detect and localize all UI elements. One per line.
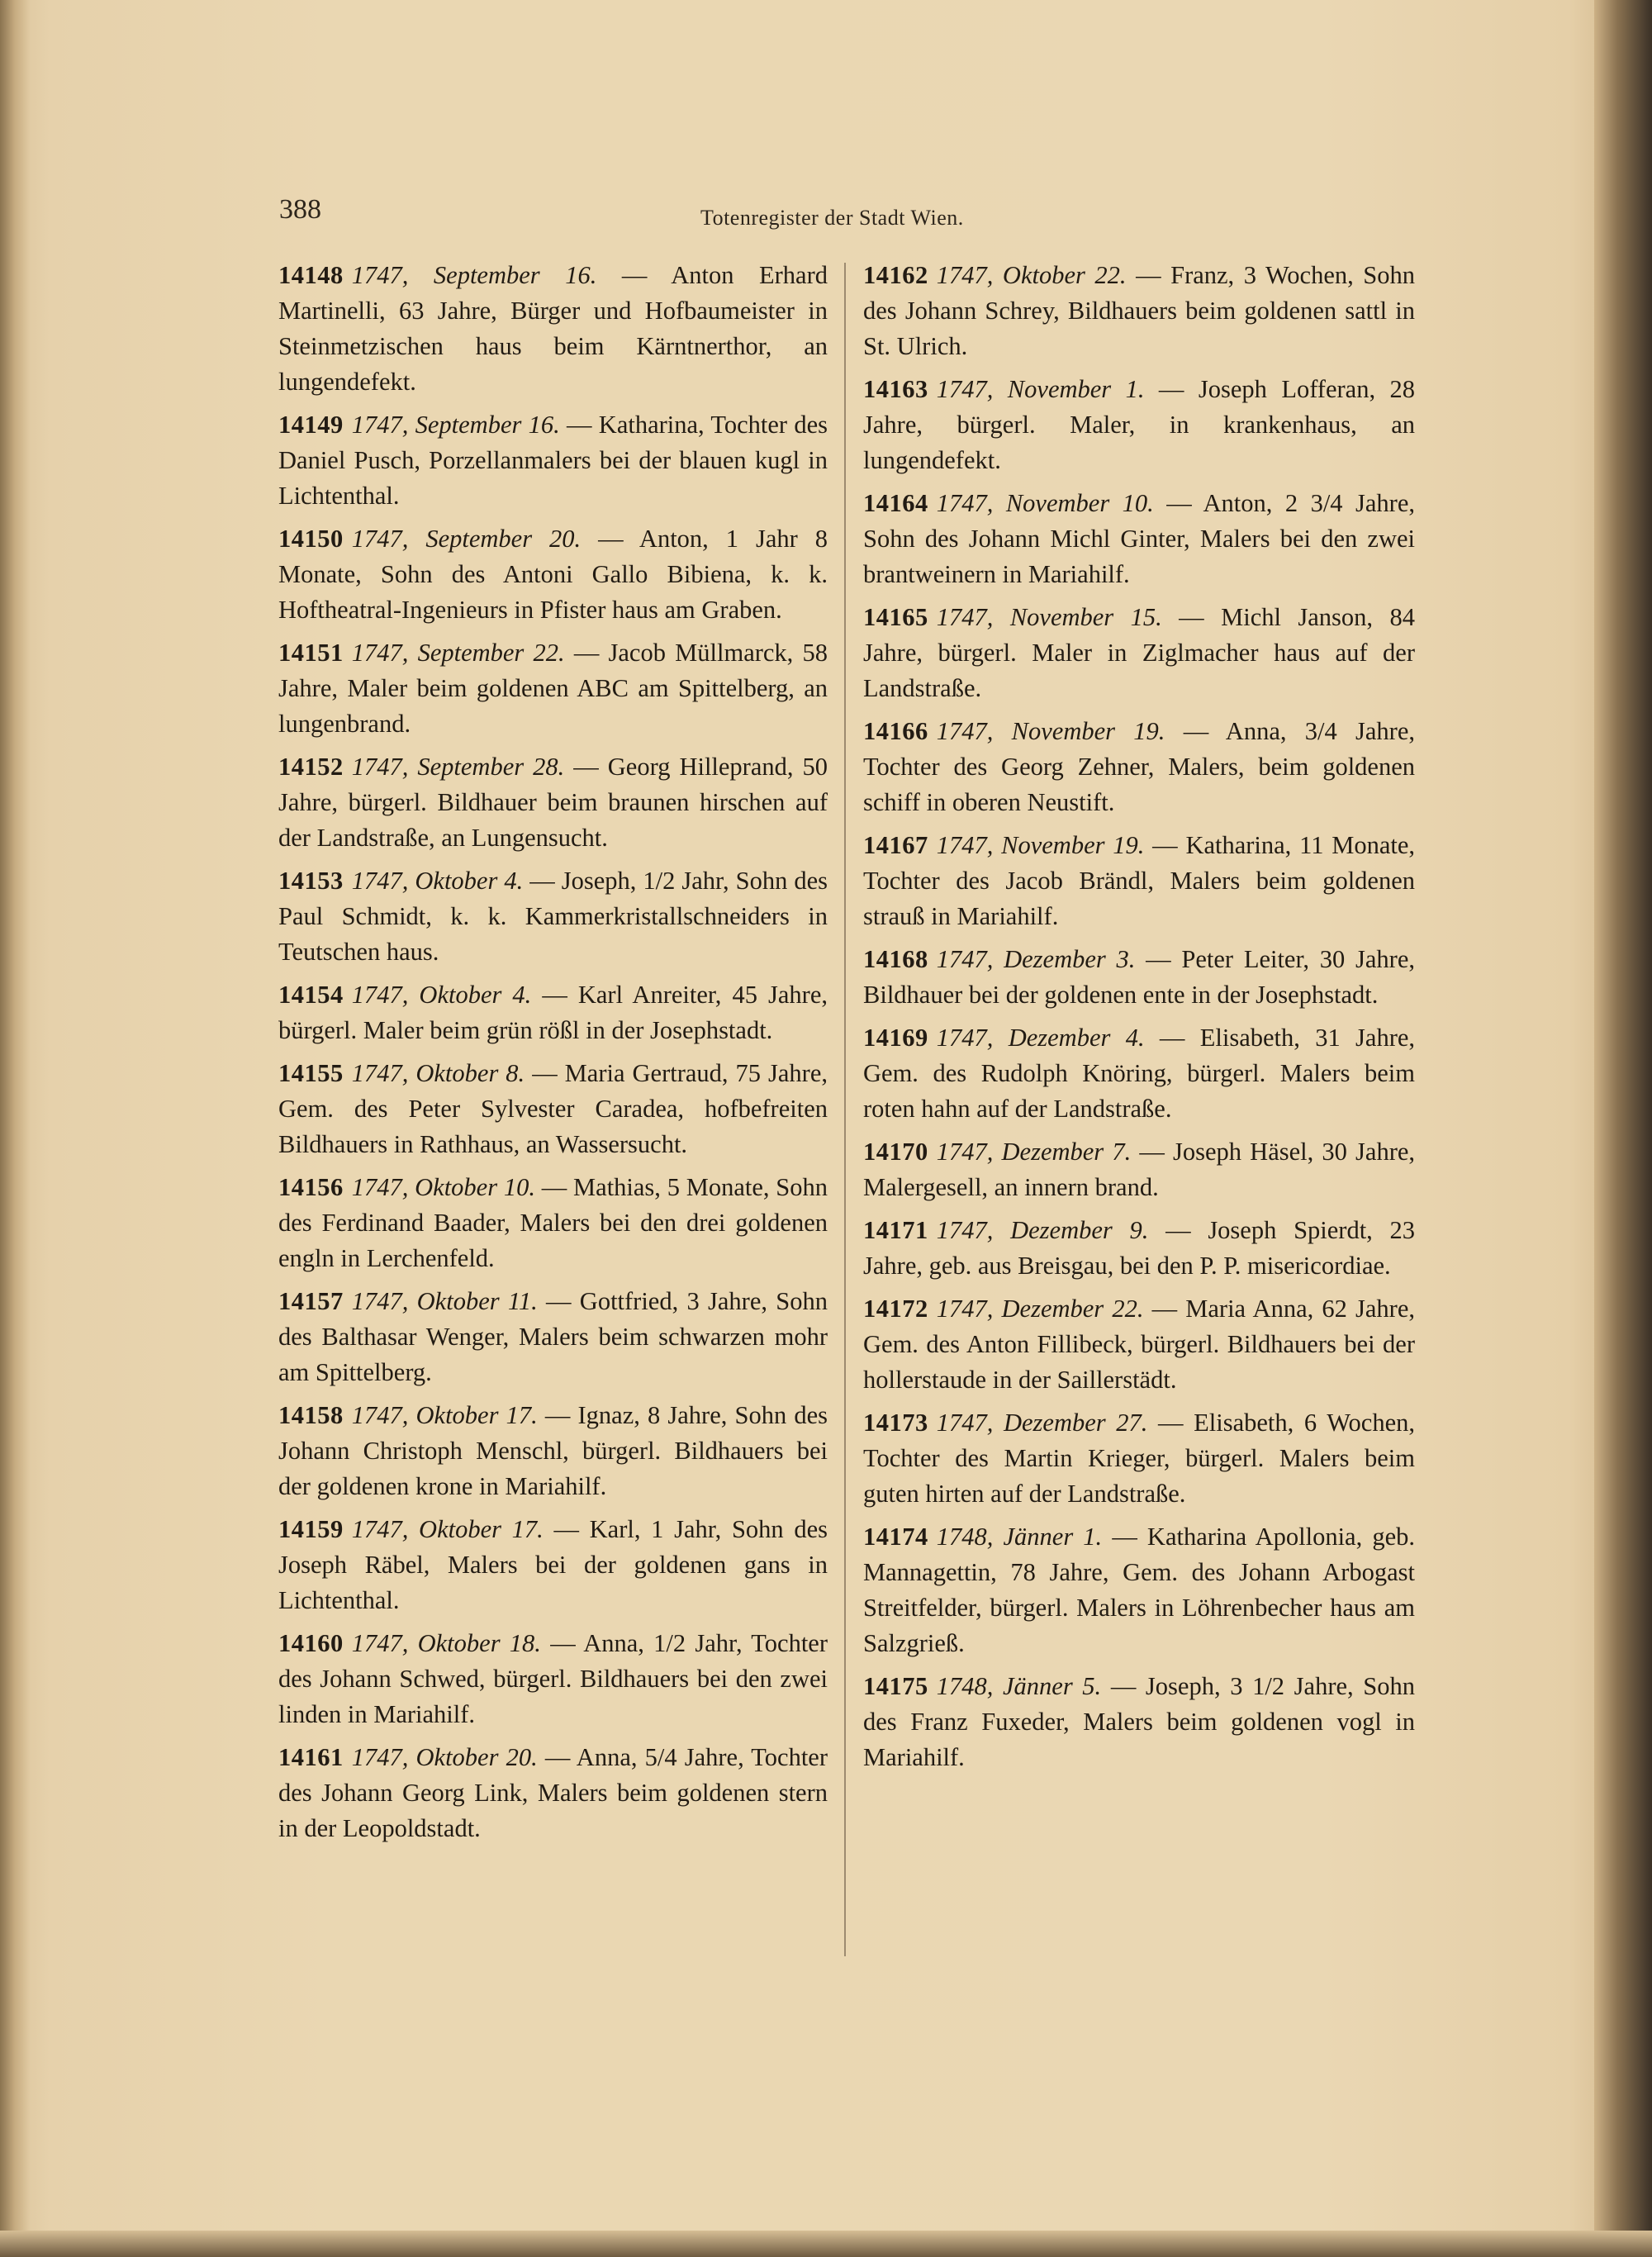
entry-number: 14153 bbox=[278, 867, 344, 895]
entry-text: — Joseph, 3 1/2 Jahre, Sohn des Franz Fuxeder, Malers beim goldenen vogl in Mariahilf. bbox=[863, 1672, 1415, 1771]
entry-text: — Anna, 1/2 Jahr, Tochter des Johann Schwed, bürgerl. Bildhauers bei den zwei linden in Mariahilf. bbox=[278, 1629, 828, 1728]
entry-text: — Maria Gertraud, 75 Jahre, Gem. des Peter Sylvester Caradea, hofbefreiten Bildhauers in Rathhaus, an Wassersucht. bbox=[278, 1059, 828, 1158]
page-left-edge bbox=[0, 0, 30, 2257]
entry-number: 14156 bbox=[278, 1173, 344, 1201]
entry-text: — Joseph Häsel, 30 Jahre, Malergesell, an innern brand. bbox=[863, 1138, 1416, 1201]
entry-number: 14163 bbox=[863, 375, 928, 403]
register-entry bbox=[278, 749, 828, 856]
entry-text: — Jacob Müllmarck, 58 Jahre, Maler beim goldenen ABC am Spittelberg, an lungenbrand. bbox=[278, 639, 828, 738]
entry-text: — Georg Hilleprand, 50 Jahre, bürgerl. Bildhauer beim braunen hirschen auf der Landstraße, an Lungensucht. bbox=[278, 753, 828, 852]
register-entry bbox=[278, 258, 828, 400]
entry-date: 1747, Dezember 3. bbox=[936, 945, 1136, 973]
entry-date: 1747, September 28. bbox=[351, 753, 565, 781]
entry-date: 1747, Oktober 20. bbox=[351, 1743, 538, 1771]
register-entry bbox=[863, 1291, 1415, 1398]
register-entry bbox=[863, 372, 1415, 478]
register-entry bbox=[278, 1512, 828, 1618]
entry-date: 1747, Oktober 8. bbox=[351, 1059, 525, 1087]
entry-date: 1747, Oktober 4. bbox=[351, 981, 532, 1009]
entry-number: 14164 bbox=[863, 489, 928, 517]
entry-number: 14157 bbox=[278, 1287, 344, 1315]
register-entry bbox=[278, 977, 828, 1048]
entry-number: 14167 bbox=[863, 831, 928, 859]
entry-text: — Maria Anna, 62 Jahre, Gem. des Anton Fillibeck, bürgerl. Bildhauers bei der hollerstaude in der Saillerstädt. bbox=[863, 1295, 1416, 1394]
entry-number: 14174 bbox=[863, 1523, 928, 1551]
entry-number: 14175 bbox=[863, 1672, 928, 1700]
entry-text: — Katharina, 11 Monate, Tochter des Jacob Brändl, Malers beim goldenen strauß in Mariahilf. bbox=[863, 831, 1416, 930]
entry-date: 1747, Oktober 11. bbox=[351, 1287, 538, 1315]
register-entry bbox=[278, 1056, 828, 1162]
register-entry bbox=[863, 1213, 1415, 1284]
entry-number: 14154 bbox=[278, 981, 344, 1009]
entry-number: 14160 bbox=[278, 1629, 344, 1657]
entry-text: — Anna, 3/4 Jahre, Tochter des Georg Zehner, Malers, beim goldenen schiff in oberen Neustift. bbox=[863, 717, 1415, 816]
entry-number: 14148 bbox=[278, 261, 344, 289]
register-entry bbox=[278, 1170, 828, 1276]
entry-text: — Franz, 3 Wochen, Sohn des Johann Schrey, Bildhauers beim goldenen sattl in St. Ulrich. bbox=[863, 261, 1416, 360]
register-entry bbox=[278, 1740, 828, 1846]
entry-number: 14168 bbox=[863, 945, 928, 973]
register-entry bbox=[278, 1398, 828, 1504]
entry-date: 1747, Oktober 10. bbox=[351, 1173, 535, 1201]
entry-text: — Karl, 1 Jahr, Sohn des Joseph Räbel, Malers bei der goldenen gans in Lichtenthal. bbox=[278, 1515, 828, 1614]
entry-date: 1747, November 19. bbox=[936, 831, 1145, 859]
entry-date: 1747, Oktober 4. bbox=[351, 867, 524, 895]
entry-number: 14162 bbox=[863, 261, 928, 289]
entry-text: — Katharina, Tochter des Daniel Pusch, Porzellanmalers bei der blauen kugl in Lichtenthal. bbox=[278, 411, 828, 510]
entry-number: 14173 bbox=[863, 1409, 928, 1437]
entry-date: 1747, November 1. bbox=[936, 375, 1145, 403]
entry-number: 14170 bbox=[863, 1138, 928, 1166]
entry-date: 1747, November 15. bbox=[936, 603, 1162, 631]
register-entry bbox=[863, 1020, 1415, 1127]
register-entry bbox=[278, 863, 828, 970]
register-entry bbox=[278, 407, 828, 514]
entry-text: — Elisabeth, 31 Jahre, Gem. des Rudolph Knöring, bürgerl. Malers beim roten hahn auf der Landstraße. bbox=[863, 1024, 1416, 1123]
entry-number: 14152 bbox=[278, 753, 344, 781]
page-number: 388 bbox=[279, 194, 321, 225]
entry-text: — Gottfried, 3 Jahre, Sohn des Balthasar Wenger, Malers beim schwarzen mohr am Spittelberg. bbox=[278, 1287, 828, 1386]
entry-date: 1747, Oktober 17. bbox=[351, 1401, 538, 1429]
entry-date: 1747, Oktober 17. bbox=[351, 1515, 544, 1543]
register-entry bbox=[863, 258, 1415, 364]
entry-text: — Anton, 1 Jahr 8 Monate, Sohn des Antoni Gallo Bibiena, k. k. Hoftheatral-Ingenieurs in Pfister haus am Graben. bbox=[278, 525, 828, 624]
entry-date: 1747, November 19. bbox=[936, 717, 1165, 745]
entry-date: 1747, September 20. bbox=[351, 525, 582, 553]
entry-number: 14158 bbox=[278, 1401, 344, 1429]
register-entry bbox=[863, 600, 1415, 706]
entry-date: 1747, September 16. bbox=[351, 261, 597, 289]
entry-number: 14159 bbox=[278, 1515, 344, 1543]
entry-date: 1747, November 10. bbox=[936, 489, 1154, 517]
entry-date: 1747, Dezember 9. bbox=[936, 1216, 1149, 1244]
entry-date: 1747, Dezember 4. bbox=[936, 1024, 1145, 1052]
page-header bbox=[0, 194, 1652, 244]
right-column bbox=[863, 258, 1415, 1783]
book-spine bbox=[1594, 0, 1652, 2257]
register-entry bbox=[863, 942, 1415, 1013]
entry-text: — Anton Erhard Martinelli, 63 Jahre, Bürger und Hofbaumeister in Steinmetzischen haus beim Kärntnerthor, an lungendefekt. bbox=[278, 261, 828, 396]
running-title: Totenregister der Stadt Wien. bbox=[700, 206, 964, 230]
column-divider bbox=[844, 263, 846, 1956]
register-entry bbox=[863, 1134, 1415, 1205]
register-entry bbox=[863, 1669, 1415, 1775]
entry-number: 14149 bbox=[278, 411, 344, 439]
register-entry bbox=[278, 521, 828, 628]
entry-date: 1747, Oktober 22. bbox=[936, 261, 1127, 289]
entry-number: 14172 bbox=[863, 1295, 928, 1323]
register-entry bbox=[278, 1284, 828, 1390]
entry-number: 14165 bbox=[863, 603, 928, 631]
register-entry bbox=[863, 486, 1415, 592]
entry-text: — Anna, 5/4 Jahre, Tochter des Johann Georg Link, Malers beim goldenen stern in der Leopoldstadt. bbox=[278, 1743, 828, 1842]
entry-number: 14155 bbox=[278, 1059, 344, 1087]
entry-text: — Joseph, 1/2 Jahr, Sohn des Paul Schmidt, k. k. Kammerkristallschneiders in Teutschen haus. bbox=[278, 867, 828, 966]
entry-number: 14151 bbox=[278, 639, 344, 667]
register-entry bbox=[863, 828, 1415, 934]
register-entry bbox=[863, 1405, 1415, 1512]
register-entry bbox=[278, 1626, 828, 1732]
entry-number: 14169 bbox=[863, 1024, 928, 1052]
entry-date: 1747, Dezember 22. bbox=[936, 1295, 1144, 1323]
register-entry bbox=[863, 1519, 1415, 1661]
entry-date: 1747, Dezember 27. bbox=[936, 1409, 1148, 1437]
entry-date: 1747, September 22. bbox=[351, 639, 565, 667]
register-entry bbox=[863, 714, 1415, 820]
entry-date: 1747, Oktober 18. bbox=[351, 1629, 541, 1657]
entry-number: 14150 bbox=[278, 525, 344, 553]
entry-date: 1747, Dezember 7. bbox=[936, 1138, 1132, 1166]
page-bottom-edge bbox=[0, 2231, 1652, 2257]
entry-date: 1747, September 16. bbox=[351, 411, 560, 439]
left-column bbox=[278, 258, 828, 1854]
entry-number: 14166 bbox=[863, 717, 928, 745]
entry-text: — Joseph Spierdt, 23 Jahre, geb. aus Breisgau, bei den P. P. misericordiae. bbox=[863, 1216, 1416, 1280]
entry-text: — Katharina Apollonia, geb. Mannagettin, 78 Jahre, Gem. des Johann Arbogast Streitfelder, bürgerl. Malers in Löhrenbecher haus am Salzgrieß. bbox=[863, 1523, 1415, 1657]
entry-number: 14171 bbox=[863, 1216, 928, 1244]
entry-text: — Karl Anreiter, 45 Jahre, bürgerl. Maler beim grün rößl in der Josephstadt. bbox=[278, 981, 828, 1044]
entry-number: 14161 bbox=[278, 1743, 344, 1771]
entry-text: — Mathias, 5 Monate, Sohn des Ferdinand Baader, Malers bei den drei goldenen engln in Lerchenfeld. bbox=[278, 1173, 828, 1272]
entry-text: — Michl Janson, 84 Jahre, bürgerl. Maler in Ziglmacher haus auf der Landstraße. bbox=[863, 603, 1415, 702]
register-entry bbox=[278, 635, 828, 742]
entry-text: — Anton, 2 3/4 Jahre, Sohn des Johann Michl Ginter, Malers bei den zwei brantweinern in Mariahilf. bbox=[863, 489, 1415, 588]
entry-text: — Peter Leiter, 30 Jahre, Bildhauer bei der goldenen ente in der Josephstadt. bbox=[863, 945, 1416, 1009]
entry-date: 1748, Jänner 1. bbox=[936, 1523, 1103, 1551]
entry-text: — Ignaz, 8 Jahre, Sohn des Johann Christoph Menschl, bürgerl. Bildhauers bei der goldenen krone in Mariahilf. bbox=[278, 1401, 828, 1500]
entry-text: — Joseph Lofferan, 28 Jahre, bürgerl. Maler, in krankenhaus, an lungendefekt. bbox=[863, 375, 1416, 474]
entry-date: 1748, Jänner 5. bbox=[936, 1672, 1102, 1700]
entry-text: — Elisabeth, 6 Wochen, Tochter des Martin Krieger, bürgerl. Malers beim guten hirten auf der Landstraße. bbox=[863, 1409, 1416, 1508]
